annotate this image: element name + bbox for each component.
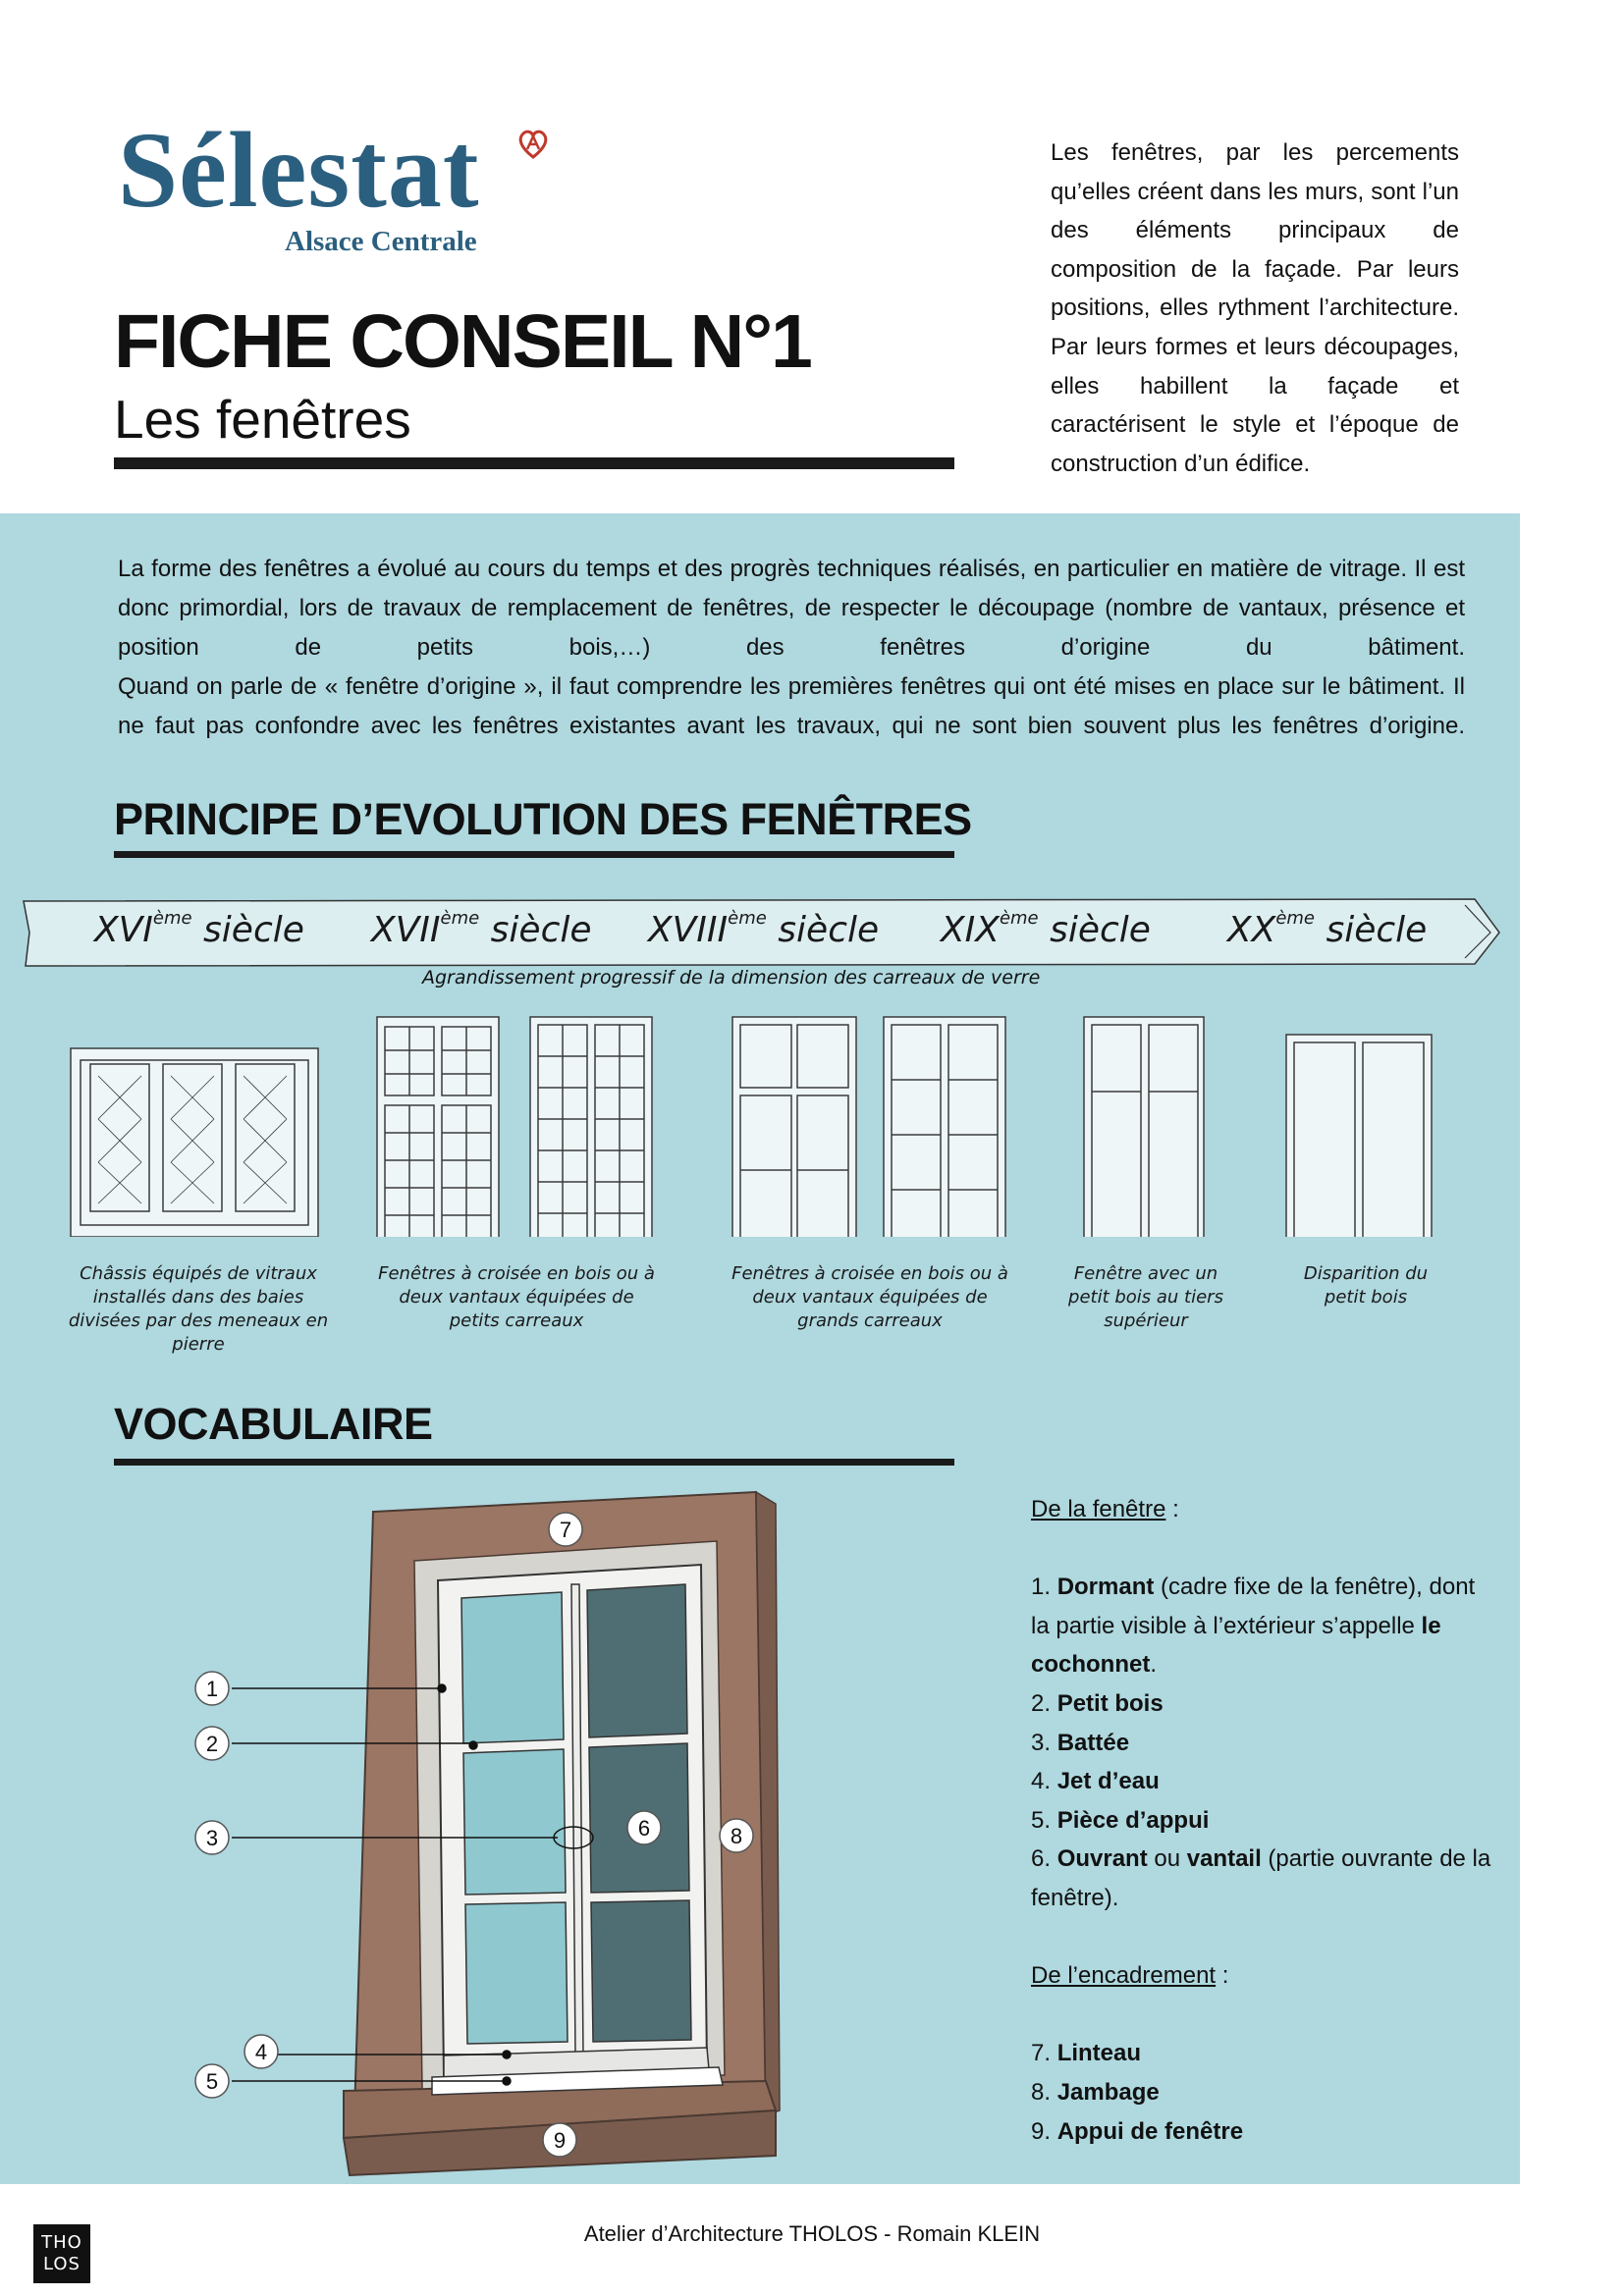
century-label: XVIIIème siècle [648,908,880,950]
vocab-item: 6. Ouvrant ou vantail (partie ouvrante de la fenêtre). [1031,1845,1491,1911]
vocab-window-heading: De la fenêtre : [1031,1496,1179,1522]
window-20th-icon [1286,1035,1432,1237]
vocab-item: 9. Appui de fenêtre [1031,2117,1244,2145]
intro-paragraph-1: La forme des fenêtres a évolué au cours du temps et des progrès techniques réalisés, en particulier en matière de vitrage. Il est donc primordial, lors de travaux de remplacement de fenêtres, de respecter le découpage (nombre de vantaux, présence et position de petits bois,…) des fenêtres d’origine du bâtiment. [118,556,1465,661]
vocab-item: 8. Jambage [1031,2078,1160,2106]
caption-19th: Fenêtre avec un petit bois au tiers supérieur [1068,1263,1223,1331]
caption-16th: Châssis équipés de vitraux installés dans des baies divisées par des meneaux en pierre [68,1263,329,1355]
ribbon-note: Agrandissement progressif de la dimension des carreaux de verre [422,967,1041,988]
evolution-title: PRINCIPE D’EVOLUTION DES FENÊTRES [114,794,972,844]
century-label: XXème siècle [1227,908,1428,950]
diagram-number: 5 [205,2069,219,2094]
window-evolution-illustration [0,1001,1520,1237]
diagram-number: 1 [205,1677,219,1701]
vocab-item: 4. Jet d’eau [1031,1768,1160,1795]
caption-20th: Disparition du petit bois [1303,1263,1429,1308]
caption-17th: Fenêtres à croisée en bois ou à deux vantaux équipées de petits carreaux [378,1263,655,1331]
vocab-item: 7. Linteau [1031,2040,1142,2067]
vocab-frame-heading: De l’encadrement : [1031,1962,1229,1990]
vocab-item: 2. Petit bois [1031,1689,1164,1717]
window-19th-icon [1084,1017,1204,1237]
window-18th-cross-icon [732,1017,856,1237]
vocab-item: 5. Pièce d’appui [1031,1806,1210,1834]
page-title: FICHE CONSEIL N°1 [114,299,811,384]
diagram-number: 2 [205,1732,219,1756]
logo-subtitle: Alsace Centrale [285,226,477,257]
diagram-number: 8 [730,1824,743,1848]
vocab-item: 3. Battée [1031,1729,1130,1756]
evolution-divider [114,851,954,858]
vocabulary-title: VOCABULAIRE [114,1399,433,1449]
title-divider [114,457,954,469]
century-label: XVIIème siècle [371,908,592,950]
logo-heart-icon [516,128,550,161]
vocab-item: 1. Dormant (cadre fixe de la fenêtre), dont la partie visible à l’extérieur s’appelle le cochonnet. [1031,1574,1476,1679]
vocabulary-list [1031,1490,1492,2151]
footer-credit: Atelier d’Architecture THOLOS - Romain KLEIN [583,2221,1041,2246]
window-18th-casement-icon [884,1017,1005,1237]
century-label: XIXème siècle [941,908,1151,950]
window-17th-casement-icon [530,1017,652,1237]
caption-18th: Fenêtres à croisée en bois ou à deux vantaux équipées de grands carreaux [731,1263,1008,1331]
window-16th-icon [71,1048,318,1237]
window-17th-cross-icon [377,1017,499,1237]
window-diagram [187,1482,795,2179]
page-subtitle: Les fenêtres [114,389,411,450]
intro-text: Les fenêtres, par les percements qu’elles créent dans les murs, sont l’un des éléments principaux de composition de la façade. Par leurs positions, elles rythment l’architecture. Par leurs formes et leurs découpages, elles habillent la façade et caractérisent le style et l’époque de construction d’un édifice. [1051,139,1459,477]
diagram-number: 4 [254,2040,268,2064]
logo-title: Sélestat [118,110,480,230]
diagram-number: 3 [205,1826,219,1850]
vocabulary-divider [114,1459,954,1466]
tholos-badge: THO LOS [33,2224,90,2283]
diagram-number: 7 [559,1518,572,1542]
intro-paragraph-2: Quand on parle de « fenêtre d’origine », il faut comprendre les premières fenêtres qui ont été mises en place sur le bâtiment. Il ne faut pas confondre avec les fenêtres existantes avant les travaux, qui ne sont bien souvent plus les fenêtres d’origine. [118,673,1465,739]
century-label: XVIème siècle [94,908,304,950]
diagram-number: 6 [637,1816,651,1841]
diagram-number: 9 [553,2128,567,2153]
